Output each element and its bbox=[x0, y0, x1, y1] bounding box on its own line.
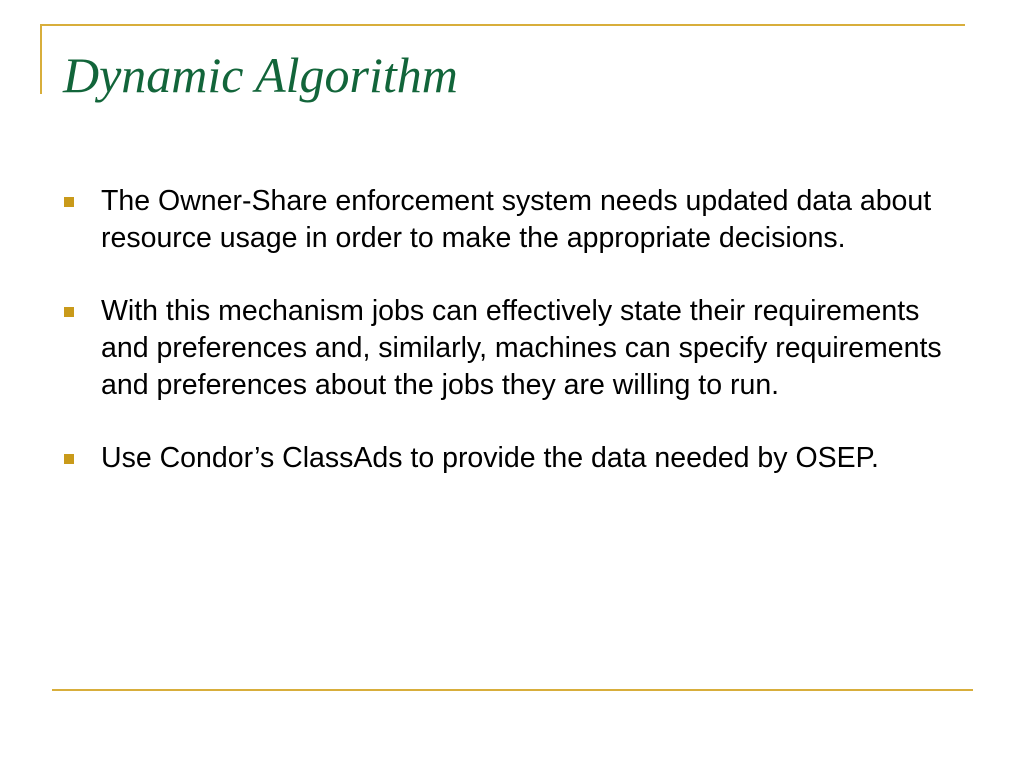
bullet-item bbox=[60, 183, 970, 257]
square-bullet-icon bbox=[64, 454, 74, 464]
bullet-text: Use Condor’s ClassAds to provide the data needed by OSEP. bbox=[101, 442, 879, 474]
bullet-item bbox=[60, 440, 970, 477]
slide-title: Dynamic Algorithm bbox=[63, 47, 458, 103]
bottom-rule bbox=[52, 689, 973, 691]
left-rule bbox=[40, 24, 42, 94]
bullet-text: The Owner-Share enforcement system needs updated data about resource usage in order to make the appropriate decisions. bbox=[101, 185, 932, 254]
square-bullet-icon bbox=[64, 307, 74, 317]
bullet-list bbox=[60, 183, 970, 513]
bullet-item bbox=[60, 293, 970, 404]
bullet-text: With this mechanism jobs can effectively state their requirements and preferences and, similarly, machines can specify requirements and preferences about the jobs they are willing to run. bbox=[101, 295, 942, 401]
square-bullet-icon bbox=[64, 197, 74, 207]
top-rule bbox=[40, 24, 965, 26]
